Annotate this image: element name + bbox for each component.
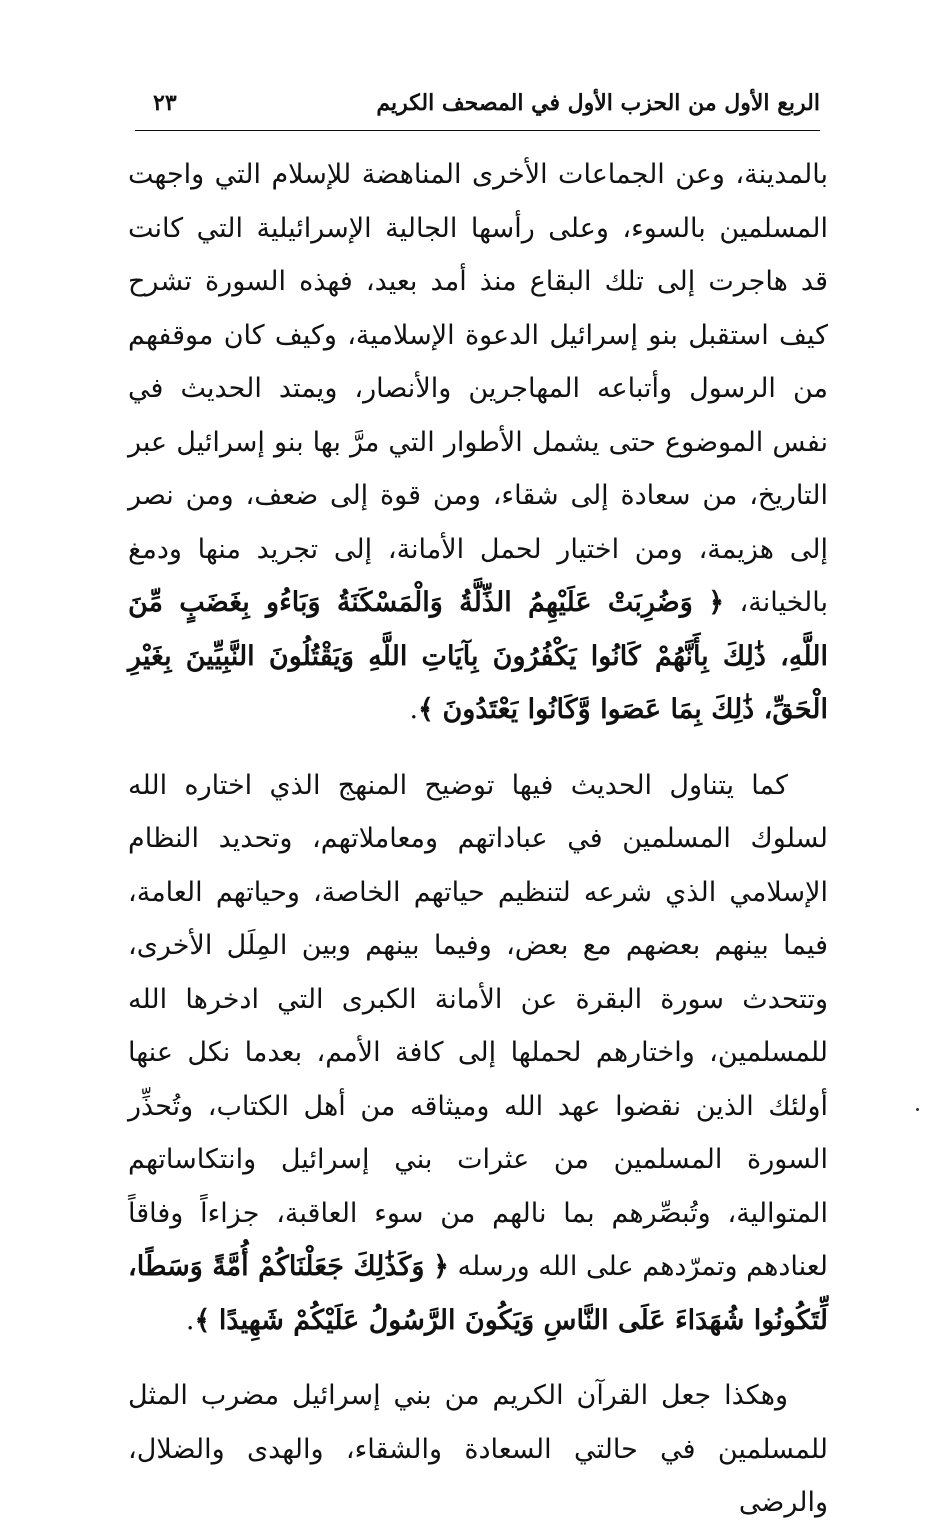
quran-verse: وَكَذَٰلِكَ جَعَلْنَاكُمْ أُمَّةً وَسَطًا، لِّتَكُونُوا شُهَدَاءَ عَلَى النَّاسِ وَيَكُونَ الرَّسُولُ عَلَيْكُمْ شَهِيدًا xyxy=(128,1251,828,1336)
page-number: ٢٣ xyxy=(153,90,177,116)
scan-speck xyxy=(916,1108,919,1111)
quran-verse: وَضُرِبَتْ عَلَيْهِمُ الذِّلَّةُ وَالْمَسْكَنَةُ وَبَاءُو بِغَضَبٍ مِّنَ اللَّهِ، ذَٰلِكَ بِأَنَّهُمْ كَانُوا يَكْفُرُونَ بِآيَاتِ اللَّهِ وَيَقْتُلُونَ النَّبِيِّينَ بِغَيْرِ الْحَقِّ، ذَٰلِكَ بِمَا عَصَوا وَّكَانُوا يَعْتَدُونَ xyxy=(128,587,828,725)
body-text xyxy=(128,148,828,1530)
paragraph-2-text: كما يتناول الحديث فيها توضيح المنهج الذي اختاره الله لسلوك المسلمين في عباداتهم ومعاملاتهم، وتحديد النظام الإسلامي الذي شرعه لتنظيم حياتهم الخاصة، وحياتهم العامة، فيما بينهم بعضهم مع بعض، وفيما بينهم وبين المِلَل الأخرى، وتتحدث سورة البقرة عن الأمانة الكبرى التي ادخرها الله للمسلمين، واختارهم لحملها إلى كافة الأمم، بعدما نكل عنها أولئك الذين نقضوا عهد الله وميثاقه من أهل الكتاب، وتُحذِّر السورة المسلمين من عثرات بني إسرائيل وانتكاساتهم المتوالية، وتُبصِّرهم بما نالهم من سوء العاقبة، جزاءاً وفاقاً لعنادهم وتمرّدهم على الله ورسله xyxy=(128,769,828,1282)
paragraph-1-end: . xyxy=(409,694,419,725)
quran-open-bracket: ﴿ xyxy=(708,587,725,618)
running-header-title: الربع الأول من الحزب الأول في المصحف الكريم xyxy=(376,90,820,116)
paragraph-2 xyxy=(128,759,828,1348)
paragraph-3-text: وهكذا جعل القرآن الكريم من بني إسرائيل مضرب المثل للمسلمين في حالتي السعادة والشقاء، والهدى والضلال، والرضى xyxy=(128,1380,828,1518)
quran-close-bracket: ﴾ xyxy=(418,694,434,725)
paragraph-1 xyxy=(128,148,828,737)
quran-open-bracket: ﴿ xyxy=(433,1251,449,1282)
running-header xyxy=(135,88,820,128)
quran-close-bracket: ﴾ xyxy=(194,1304,211,1336)
paragraph-1-text: بالمدينة، وعن الجماعات الأخرى المناهضة للإسلام التي واجهت المسلمين بالسوء، وعلى رأسها الجالية الإسرائيلية التي كانت قد هاجرت إلى تلك البقاع منذ أمد بعيد، فهذه السورة تشرح كيف استقبل بنو إسرائيل الدعوة الإسلامية، وكيف كان موقفهم من الرسول وأتباعه المهاجرين والأنصار، ويمتد الحديث في نفس الموضوع حتى يشمل الأطوار التي مرَّ بها بنو إسرائيل عبر التاريخ، من سعادة إلى شقاء، ومن قوة إلى ضعف، ومن نصر إلى هزيمة، ومن اختيار لحمل الأمانة، إلى تجريد منها ودمغ بالخيانة، xyxy=(128,159,828,618)
paragraph-2-end: . xyxy=(185,1304,195,1336)
paragraph-3 xyxy=(128,1369,828,1530)
header-rule xyxy=(135,130,820,131)
